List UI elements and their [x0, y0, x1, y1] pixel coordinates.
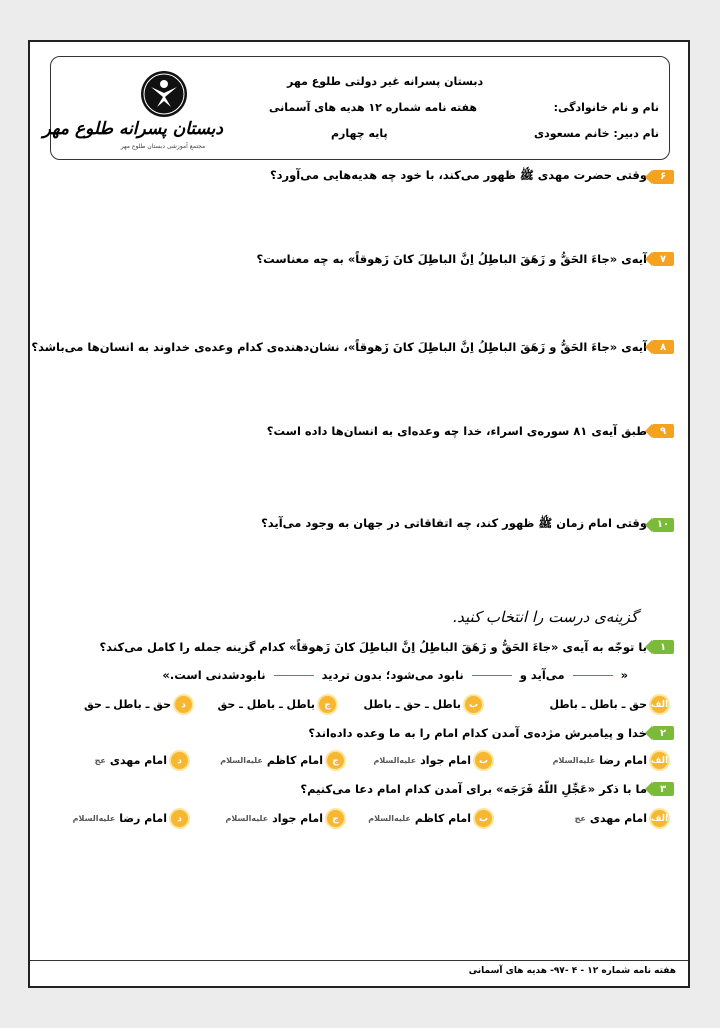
- question-number: ۸: [652, 340, 674, 354]
- option-d[interactable]: [73, 810, 188, 827]
- fill-part-d: نابودشدنی است.»: [162, 668, 266, 682]
- weekly-title: هفته نامه شماره ۱۲ هدیه های آسمانی: [269, 101, 477, 114]
- honorific: علیه‌السلام: [368, 814, 411, 823]
- mc-question-1: [100, 640, 675, 654]
- option-b[interactable]: [363, 696, 482, 713]
- question-text: ما با ذکر «عَجِّلِ اللّهُ فَرَجَه» برای آمدن کدام امام دعا می‌کنیم؟: [300, 782, 647, 796]
- mc-question-2: [308, 726, 674, 740]
- blank-2: [472, 675, 512, 676]
- option-badge: د: [171, 752, 188, 769]
- honorific: عج: [94, 756, 106, 765]
- question-number: ۱۰: [652, 518, 674, 532]
- question-7: [257, 252, 674, 266]
- option-text: امام مهدی: [589, 812, 647, 825]
- worksheet-page: [28, 40, 690, 988]
- fill-part-c: نابود می‌شود؛ بدون تردید: [321, 668, 464, 682]
- teacher-name-label: نام دبیر: خانم مسعودی: [534, 127, 659, 140]
- option-badge: ج: [327, 810, 344, 827]
- option-text: امام کاظم: [414, 812, 471, 825]
- honorific: عج: [574, 814, 586, 823]
- header-box: [42, 56, 670, 160]
- option-d[interactable]: [95, 752, 188, 769]
- option-text: باطل ـ باطل ـ حق: [217, 698, 315, 711]
- logo-subtitle: مجتمع آموزشی دبستان طلوع مهر: [120, 143, 206, 150]
- option-text: حق ـ باطل ـ باطل: [549, 698, 647, 711]
- question-text: وقتی حضرت مهدی ﷺ ظهور می‌کند، با خود چه هدیه‌هایی می‌آورد؟: [269, 168, 647, 182]
- option-b[interactable]: [368, 810, 492, 827]
- option-c[interactable]: [217, 696, 336, 713]
- option-badge: ب: [475, 752, 492, 769]
- section-title: گزینه‌ی درست را انتخاب کنید.: [452, 608, 638, 626]
- question-text: خدا و پیامبرش مژده‌ی آمدن کدام امام را به ما وعده داده‌اند؟: [308, 726, 647, 740]
- honorific: علیه‌السلام: [373, 756, 417, 765]
- footer-divider: [30, 960, 688, 961]
- question-number: ۹: [652, 424, 674, 438]
- question-text: وقتی امام زمان ﷺ ظهور کند، چه اتفاقاتی در جهان به وجود می‌آید؟: [261, 516, 647, 530]
- logo-script: دبستان پسرانه طلوع مهر: [42, 119, 223, 139]
- option-text: امام رضا: [119, 812, 167, 825]
- school-name: دبستان پسرانه غیر دولتی طلوع مهر: [287, 75, 484, 88]
- question-text: طبق آیه‌ی ۸۱ سوره‌ی اسراء، خدا چه وعده‌ای به انسان‌ها داده است؟: [266, 424, 647, 438]
- option-a[interactable]: [575, 810, 668, 827]
- option-text: امام جواد: [420, 754, 471, 767]
- grade-label: پایه چهارم: [331, 127, 388, 140]
- mc-question-3: [300, 782, 674, 796]
- honorific: علیه‌السلام: [220, 756, 263, 765]
- honorific: علیه‌السلام: [552, 756, 596, 765]
- honorific: علیه‌السلام: [225, 814, 269, 823]
- option-badge: الف: [651, 810, 668, 827]
- option-d[interactable]: [84, 696, 192, 713]
- question-text: آیه‌ی «جاءَ الحَقُّ و زَهَقَ الباطِلُ اِنَّ الباطِلَ کانَ زَهوقاً»، نشان‌دهنده‌ی کدام وعده‌ی خداوند به انسان‌ها می‌باشد؟: [31, 340, 647, 354]
- question-text: آیه‌ی «جاءَ الحَقُّ و زَهَقَ الباطِلُ اِنَّ الباطِلَ کانَ زَهوقاً» به چه معناست؟: [256, 252, 647, 266]
- blank-1: [573, 675, 613, 676]
- question-number: ۳: [652, 782, 674, 796]
- option-badge: د: [175, 696, 192, 713]
- question-number: ۲: [652, 726, 674, 740]
- footer-text: هفته نامه شماره ۱۲ - ۴ -۹۷- هدیه های آسمانی: [468, 966, 676, 976]
- question-10: [261, 516, 674, 533]
- question-number: ۷: [652, 252, 674, 266]
- fill-blank-line: [162, 668, 628, 682]
- option-text: حق ـ باطل ـ حق: [84, 698, 171, 711]
- option-badge: الف: [651, 752, 668, 769]
- option-c[interactable]: [220, 752, 344, 769]
- school-logo-icon: [141, 71, 187, 117]
- question-8: [31, 340, 674, 354]
- option-text: باطل ـ حق ـ باطل: [363, 698, 461, 711]
- option-c[interactable]: [225, 810, 344, 827]
- option-badge: د: [171, 810, 188, 827]
- question-text: با توجّه به آیه‌ی «جاءَ الحَقُّ و زَهَقَ الباطِلُ اِنَّ الباطِلَ کانَ زَهوقاً» کدام گزینه جمله را کامل می‌کند؟: [99, 640, 647, 654]
- question-number: ۶: [652, 170, 674, 184]
- option-text: امام کاظم: [266, 754, 323, 767]
- option-badge: ب: [475, 810, 492, 827]
- student-name-label: نام و نام خانوادگی:: [553, 101, 659, 114]
- option-text: امام مهدی: [109, 754, 167, 767]
- option-a[interactable]: [549, 696, 668, 713]
- question-9: [267, 424, 674, 438]
- blank-3: [274, 675, 314, 676]
- option-text: امام جواد: [272, 812, 323, 825]
- option-a[interactable]: [553, 752, 668, 769]
- option-badge: ب: [465, 696, 482, 713]
- option-badge: ج: [319, 696, 336, 713]
- question-6: [270, 168, 674, 185]
- option-badge: الف: [651, 696, 668, 713]
- fill-open: «: [620, 668, 628, 682]
- question-number: ۱: [652, 640, 674, 654]
- honorific: علیه‌السلام: [72, 814, 116, 823]
- option-text: امام رضا: [599, 754, 647, 767]
- fill-part-b: می‌آید و: [519, 668, 565, 682]
- option-badge: ج: [327, 752, 344, 769]
- option-b[interactable]: [373, 752, 492, 769]
